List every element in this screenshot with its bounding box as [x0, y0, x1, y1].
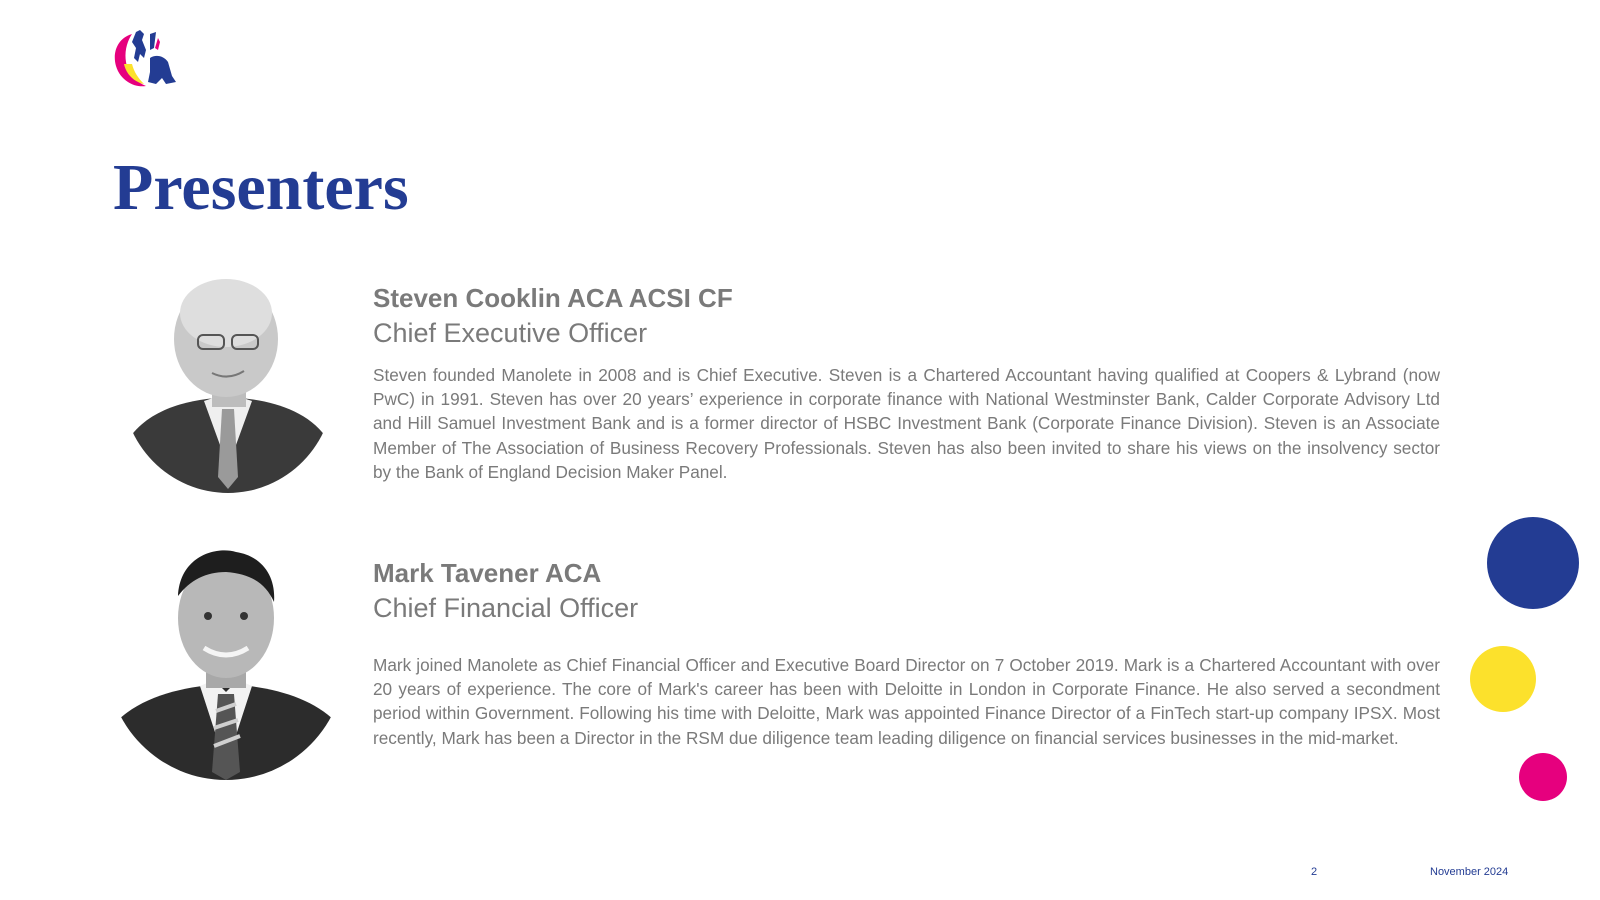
presenter-bio-block	[373, 282, 1440, 484]
presenter-role: Chief Financial Officer	[373, 592, 639, 623]
footer-date: November 2024	[1430, 866, 1509, 878]
presenter-description: Steven founded Manolete in 2008 and is Chief Executive. Steven is a Chartered Accountant having qualified at Coopers & Lybrand (now PwC) in 1991. Steven has over 20 years’ experience in corporate finance with National Westminster Bank, Calder Corporate Advisory Ltd and Hill Samuel Investment Bank and is a former director of HSBC Investment Bank (Corporate Finance Division). Steven is an Associate Member of The Association of Business Recovery Professionals. Steven has also been invited to share his views on the insolvency sector by the Bank of England Decision Maker Panel.	[373, 364, 1440, 482]
decorative-blue-dot	[1487, 517, 1579, 609]
presenter-bio-block	[373, 557, 1440, 750]
decorative-pink-dot	[1519, 753, 1567, 801]
presenter-name: Steven Cooklin ACA ACSI CF	[373, 283, 733, 313]
company-logo	[110, 28, 182, 92]
portrait-placeholder-icon	[106, 536, 346, 780]
matador-bull-logo-icon	[110, 28, 182, 92]
decorative-yellow-dot	[1470, 646, 1536, 712]
presenter-description: Mark joined Manolete as Chief Financial Officer and Executive Board Director on 7 October 2019. Mark is a Chartered Accountant with over 20 years of experience. The core of Mark's career has been with Deloitte in London in Corporate Finance. He also served a secondment period within Government. Following his time with Deloitte, Mark was appointed Finance Director of a FinTech start-up company IPSX. Most recently, Mark has been a Director in the RSM due diligence team leading diligence on financial services businesses in the mid-market.	[373, 654, 1440, 748]
presenter-role: Chief Executive Officer	[373, 317, 648, 348]
presenter-photo	[122, 277, 334, 493]
presenter-photo	[106, 536, 346, 780]
page-number: 2	[1311, 866, 1318, 878]
portrait-placeholder-icon	[122, 277, 334, 493]
page-title: Presenters	[113, 151, 409, 224]
presenter-name: Mark Tavener ACA	[373, 558, 602, 588]
